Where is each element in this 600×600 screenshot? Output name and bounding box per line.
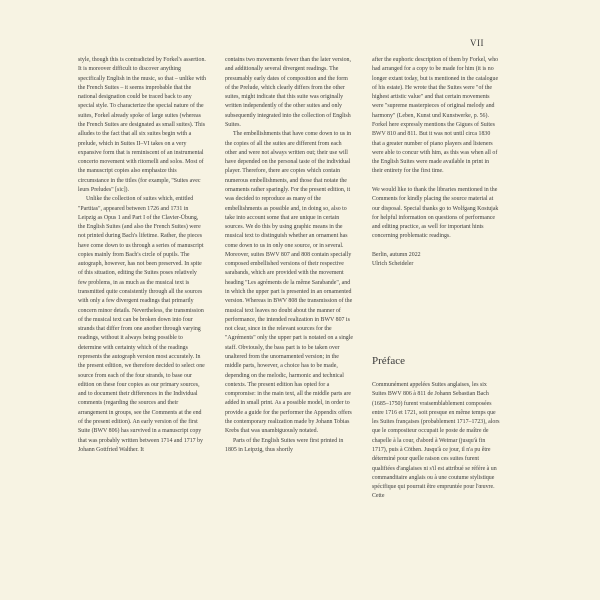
text-column-2 xyxy=(225,56,353,455)
text-column-3 xyxy=(372,56,500,270)
text-column-1 xyxy=(78,56,206,455)
paragraph: We would like to thank the libraries mentioned in the Comments for kindly placing the source material at our disposal. Special thanks go to Wolfgang Kostujak for helpful information on questions of performance and editing practice, as well for important hints concerning problematic readings. xyxy=(372,186,499,240)
dateline: Berlin, autumn 2022 xyxy=(372,251,421,258)
preface-section xyxy=(372,355,500,502)
paragraph: The embellishments that have come down to us in the copies of all the suites are different from each other and were not always written out; their use will have depended on the personal taste of the individual player. Therefore, there are copies which contain numerous embellishments, and those that notate the ornaments rather sparingly. For the present edition, it was decided to reproduce as many of the embellishments as possible and, in doing so, also to take into account some that are unique in certain sources. We do this by using graphic means in the musical text to distinguish whether an ornament has come down to us in only one source, or in several. Moreover, suites BWV 807 and 808 contain specially composed embellished versions of their respective sarabands, which are provided with the movement heading "Les agréments de la même Sarabande", and in which the upper part is presented in an ornamented version. Whereas in BWV 808 the transmission of the musical text leaves no doubt about the manner of performance, the intended realization in BWV 807 is not clear, since in the relevant sources for the "Agréments" only the upper part is notated on a single staff. Obviously, the bass part is to be taken over unaltered from the unornamented version; in the middle parts, however, a choice has to be made, depending on the melodic, harmonic and technical contexts. The present edition has opted for a compromise: in the main text, all the middle parts are added in small print. As a possible model, in order to provide a guide for the performer the Appendix offers the contemporary realization made by Johann Tobias Krebs that was unambiguously notated. xyxy=(225,131,353,435)
preface-paragraph: Communément appelées Suites anglaises, les six Suites BWV 806 à 811 de Johann Sebastian Bach (1685–1750) furent vraisemblablement composées entre 1716 et 1721, soit presque en même temps que les Suites françaises (probablement 1717–1723), alors que le compositeur occupait le poste de maître de chapelle à la cour, d'abord à Weimar (jusqu'à fin 1717), puis à Cöthen. Jusqu'à ce jour, il n'a pu être déterminé pour quelle raison ces suites furent qualifiées d'anglaises ni s'il est attribué se réfère à un commanditaire anglais ou à une coutume stylistique spécifique qui pourrait être empruntée pour l'œuvre. Cette xyxy=(372,382,500,500)
paragraph: style, though this is contradicted by Forkel's assertion. It is moreover difficult to discover anything specifically English in the music, so that – unlike with the French Suites – it seems improbable that the national designation could be traced back to any special style. To characterize the special nature of the suites, Forkel already spoke of large suites (whereas the French Suites are designated as small suites). This alludes to the fact that all six suites begin with a prelude, which in Suites II–VI takes on a very expansive form that is reminiscent of an instrumental concerto movement with ritornelli and solos. Most of the manuscript copies also emphasize this circumstance in the titles (for example, "Suites avec leurs Preludes" [sic]). xyxy=(78,57,206,193)
paragraph: Unlike the collection of suites which, entitled "Partitas", appeared between 1726 and 1731 in Leipzig as Opus 1 and Part I of the Clavier-Übung, the English Suites (and also the French Suites) were not printed during Bach's lifetime. Rather, the pieces have come down to us through a series of manuscript copies mainly from Bach's circle of pupils. The autograph, however, has not been preserved. In spite of this situation, editing the Suites poses relatively few problems, in as much as the musical text is transmitted quite consistently through all the sources with only a few divergent readings that primarily concern minor details. Nevertheless, the transmission of the musical text can be broken down into four strands that differ from one another through varying readings, without it always being possible to determine with certainty which of the readings represents the autograph version most accurately. In the present edition, we therefore decided to select one source from each of the four strands, to base our edition on these four copies as our primary sources, and to document their differences in the Individual comments (regarding the sources and their arrangement in groups, see the Comments at the end of the present edition). An early version of the first Suite (BWV 806) has survived in a manuscript copy that was probably written between 1714 and 1717 by Johann Gottfried Walther. It xyxy=(78,196,205,453)
paragraph: contains two movements fewer than the later version, and additionally several divergent readings. The presumably early dates of composition and the form of the Prelude, which clearly differs from the other suites, might indicate that this suite was originally written independently of the other suites and only subsequently integrated into the collection of English Suites. xyxy=(225,57,351,128)
paragraph: after the euphoric description of them by Forkel, who had arranged for a copy to be made for him (it is no longer extant today, but is mentioned in the catalogue of his estate). He wrote that the Suites were "of the highest artistic value" and that certain movements were "supreme masterpieces of original melody and harmony" (Leben, Kunst und Kunstwerke, p. 56). Forkel here expressly mentions the Gigues of Suites BWV 810 and 811. But it was not until circa 1830 that a greater number of piano players and listeners were able to concur with him, as this was when all of the English Suites were made available in print in their entirety for the first time. xyxy=(372,57,499,175)
preface-heading: Préface xyxy=(372,355,405,367)
page-number: VII xyxy=(470,38,484,48)
paragraph: Parts of the English Suites were first printed in 1805 in Leipzig, thus shortly xyxy=(225,437,344,453)
author-signature: Ulrich Scheideler xyxy=(372,261,414,268)
